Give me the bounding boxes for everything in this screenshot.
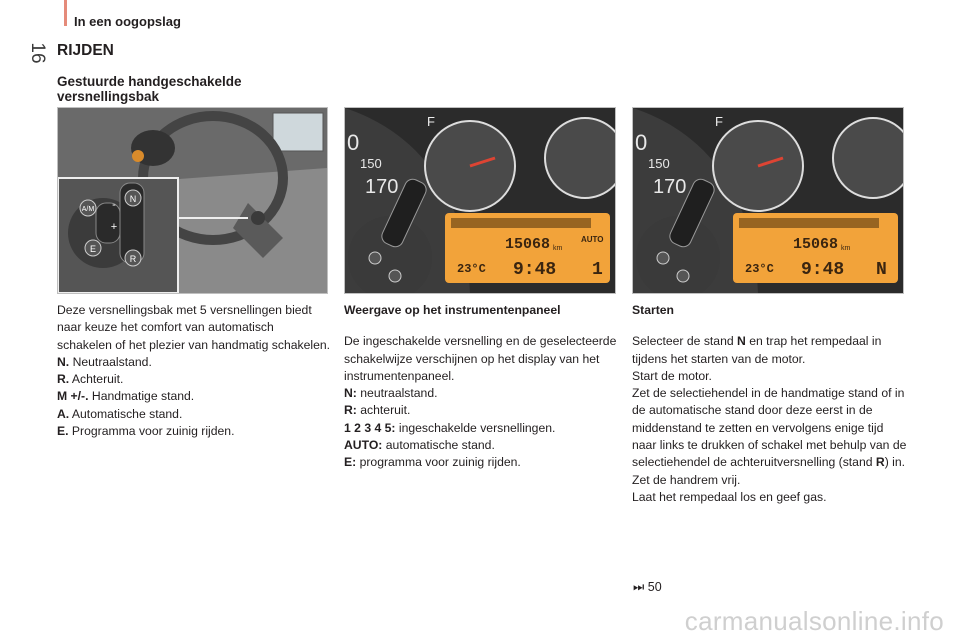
starting-heading: Starten [632,303,674,317]
legend-item [344,420,619,437]
cockpit-photo [57,107,328,294]
legend-text: neutraalstand. [356,386,438,401]
intro-column [57,302,332,440]
legend-key: 1 2 3 4 5: [344,420,396,435]
odometer-unit: km [841,245,851,252]
legend-item [344,437,619,454]
legend-item [57,423,332,440]
legend-key: E. [57,424,69,439]
mode-indicator: AUTO [581,235,604,244]
speedo-150: 150 [648,156,670,171]
section-label: In een oogopslag [74,14,181,29]
cluster-photo-auto [344,107,616,294]
cluster-photo-neutral [632,107,904,294]
temp-value: 23°C [745,262,774,276]
page-reference[interactable] [633,580,662,595]
legend-key: N. [57,354,70,369]
side-accent-rule [64,0,67,26]
legend-text: Handmatige stand. [88,389,195,404]
page-number: 16 [27,42,48,64]
gear-indicator: 1 [592,260,603,280]
legend-text: Neutraalstand. [69,354,152,369]
speedo-zero: 0 [635,130,648,155]
display-heading: Weergave op het instrumentenpaneel [344,303,561,317]
legend-text: Automatische stand. [69,406,183,421]
starting-step-4: Zet de handrem vrij. [632,472,741,487]
clock-value: 9:48 [801,260,845,280]
gear-indicator: N [876,260,887,280]
legend-key: N: [344,386,357,401]
page-reference-number: 50 [647,580,662,594]
speedo-170: 170 [365,176,399,198]
display-column [344,302,619,472]
legend-item [344,385,619,402]
fast-forward-icon: ⏭ [633,580,645,594]
subtitle: Gestuurde handgeschakelde versnellingsbak [57,74,242,104]
legend-item [57,388,332,405]
legend-text: achteruit. [356,403,411,418]
legend-item [57,406,332,423]
legend-item [344,402,619,419]
legend-text: ingeschakelde versnellingen. [395,420,556,435]
gear-label-am: A/M [81,206,95,213]
legend-item [57,354,332,371]
intro-paragraph: Deze versnellingsbak met 5 versnellingen biedt naar keuze het comfort van automatisch schakelen of het plezier van handmatig schakelen. [57,303,331,352]
odometer-value: 15068 [505,236,551,253]
starting-column [632,302,907,506]
legend-key: AUTO: [344,438,383,453]
legend-item [57,371,332,388]
odometer-value: 15068 [793,236,839,253]
legend-key: M +/-. [57,389,89,404]
gear-label-e: E [89,244,97,254]
gear-label-r: R [129,254,137,264]
speedo-zero: 0 [347,130,360,155]
legend-key: R. [57,372,70,387]
legend-key: R: [344,403,357,418]
starting-step-5: Laat het rempedaal los en geef gas. [632,489,827,504]
legend-text: Achteruit. [69,372,124,387]
starting-step-1: Selecteer de stand N en trap het rempedaal in tijdens het starten van de motor. [632,334,882,366]
gear-label-n: N [129,194,137,204]
watermark: carmanualsonline.info [684,606,944,636]
display-paragraph: De ingeschakelde versnelling en de geselecteerde schakelwijze verschijnen op het display van het instrumentenpaneel. [344,334,617,383]
starting-step-2: Start de motor. [632,368,712,383]
legend-item [344,454,619,471]
page-title: RIJDEN [57,42,114,59]
gear-label-minus: - [112,199,116,211]
starting-step-3: Zet de selectiehendel in de handmatige stand of in de automatische stand door deze eerst in de middenstand te zetten en vervolgens enige tijd naar links te drukken of schakel met behulp van de selectiehendel de achteruitversnelling (stand R) in. [632,386,907,470]
legend-text: Programma voor zuinig rijden. [68,424,235,439]
speedo-170: 170 [653,176,687,198]
odometer-unit: km [553,245,563,252]
fuel-f-label: F [715,114,723,129]
legend-text: automatische stand. [382,438,495,453]
speedo-150: 150 [360,156,382,171]
legend-key: E: [344,455,357,470]
clock-value: 9:48 [513,260,557,280]
temp-value: 23°C [457,262,486,276]
legend-key: A. [57,406,70,421]
gear-label-plus: + [110,221,118,233]
legend-text: programma voor zuinig rijden. [356,455,521,470]
fuel-f-label: F [427,114,435,129]
